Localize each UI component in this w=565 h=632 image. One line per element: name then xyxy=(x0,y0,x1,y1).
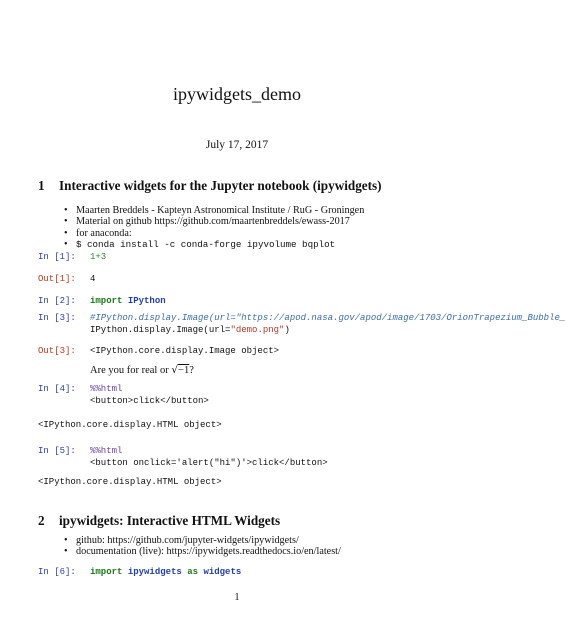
output-prompt: Out[3]: xyxy=(38,346,76,356)
input-prompt: In [3]: xyxy=(38,313,76,323)
input-prompt: In [4]: xyxy=(38,384,76,394)
code-line: <button onclick='alert("hi")'>click</button> xyxy=(90,458,328,468)
output-cell-3 xyxy=(38,346,279,356)
section-1-heading xyxy=(38,178,382,194)
input-cell-6[interactable] xyxy=(38,567,241,577)
section-number: 2 xyxy=(38,513,45,528)
section-number: 1 xyxy=(38,178,45,193)
code-comment: #IPython.display.Image(url="https://apod.nasa.gov/apod/image/1703/OrionTrapezium_Bubble_ xyxy=(90,313,565,323)
cell-magic: %%html xyxy=(90,446,123,456)
code-line: IPython.display.Image(url="demo.png") xyxy=(90,325,290,335)
keyword: import xyxy=(90,296,123,306)
input-prompt: In [1]: xyxy=(38,252,76,262)
section-1-bullets xyxy=(64,205,364,251)
list-item: • github: https://github.com/jupyter-widgets/ipywidgets/ xyxy=(64,535,341,546)
markdown-paragraph: Are you for real or √−1? xyxy=(90,364,194,376)
radicand: −1 xyxy=(178,365,190,376)
module-name: IPython xyxy=(127,296,166,306)
output-prompt: Out[1]: xyxy=(38,274,76,284)
input-prompt: In [5]: xyxy=(38,446,76,456)
output-cell-1 xyxy=(38,274,95,284)
code-line: <button>click</button> xyxy=(90,396,209,406)
sqrt-symbol: √ xyxy=(171,364,179,376)
document-date: July 17, 2017 xyxy=(205,139,269,151)
cell-magic: %%html xyxy=(90,384,123,394)
input-cell-2[interactable] xyxy=(38,296,166,306)
output-value: 4 xyxy=(90,274,96,284)
alias-name: widgets xyxy=(203,567,242,577)
keyword-as: as xyxy=(187,567,199,577)
keyword: import xyxy=(90,567,123,577)
input-cell-1[interactable] xyxy=(38,252,106,262)
document-title: ipywidgets_demo xyxy=(173,84,301,104)
output-4: <IPython.core.display.HTML object> xyxy=(38,420,222,430)
input-cell-5[interactable] xyxy=(38,446,474,470)
list-item: • $ conda install -c conda-forge ipyvolume bqplot xyxy=(64,239,364,250)
list-item: • Material on github https://github.com/maartenbreddels/ewass-2017 xyxy=(64,216,364,227)
list-item: • documentation (live): https://ipywidgets.readthedocs.io/en/latest/ xyxy=(64,546,341,557)
output-value: <IPython.core.display.Image object> xyxy=(90,346,280,356)
section-title: ipywidgets: Interactive HTML Widgets xyxy=(59,513,281,528)
module-name: ipywidgets xyxy=(127,567,182,577)
input-cell-4[interactable] xyxy=(38,384,474,408)
code: 1+3 xyxy=(90,252,107,262)
list-item: • Maarten Breddels - Kapteyn Astronomical Institute / RuG - Groningen xyxy=(64,205,364,216)
input-cell-3[interactable] xyxy=(38,313,565,337)
section-2-bullets xyxy=(64,535,341,558)
input-prompt: In [2]: xyxy=(38,296,76,306)
list-item: • for anaconda: xyxy=(64,228,364,239)
page-number: 1 xyxy=(234,592,240,603)
section-title: Interactive widgets for the Jupyter notebook (ipywidgets) xyxy=(59,178,382,193)
output-5: <IPython.core.display.HTML object> xyxy=(38,477,222,487)
input-prompt: In [6]: xyxy=(38,567,76,577)
section-2-heading xyxy=(38,513,280,529)
